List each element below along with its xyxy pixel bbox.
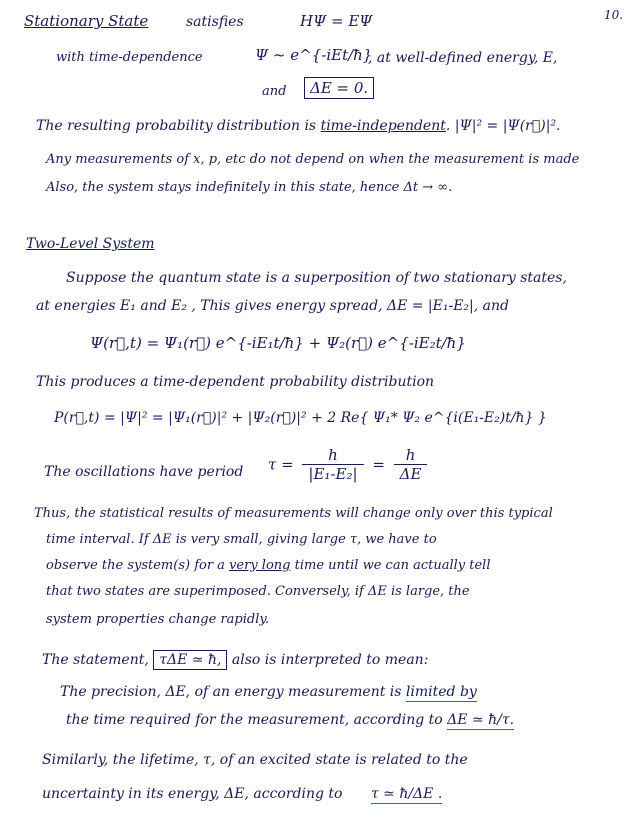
time-required-text: the time required for the measurement, according to bbox=[66, 712, 443, 728]
thus-line-3-a: observe the system(s) for a bbox=[46, 558, 225, 573]
prob-text-a: The resulting probability distribution is bbox=[36, 118, 317, 134]
precision-text: The precision, ΔE, of an energy measurement is bbox=[60, 684, 402, 700]
time-dependent-prob-text: This produces a time-dependent probability distribution bbox=[36, 374, 435, 390]
period-equation bbox=[268, 446, 431, 483]
uncertainty-text: uncertainty in its energy, ΔE, according to bbox=[42, 786, 343, 802]
thus-line-1: Thus, the statistical results of measurements will change only over this typical bbox=[34, 506, 553, 521]
fraction-2-denominator: ΔE bbox=[399, 465, 422, 483]
tau-delta-e-box: τΔE ≃ ħ, bbox=[153, 650, 227, 670]
oscillation-period-text: The oscillations have period bbox=[44, 464, 244, 480]
fraction-h-over-delta-e bbox=[394, 446, 428, 483]
satisfies-text: satisfies bbox=[186, 14, 244, 30]
similarly-line-2 bbox=[42, 786, 442, 802]
statement-line-3 bbox=[66, 712, 514, 728]
two-level-line-1: Suppose the quantum state is a superposition of two stationary states, bbox=[66, 270, 567, 286]
tau-symbol: τ = bbox=[268, 455, 294, 474]
schrodinger-equation: HΨ = EΨ bbox=[300, 12, 373, 30]
superposition-equation: Ψ(r⃗,t) = Ψ₁(r⃗) e^{-iE₁t/ħ} + Ψ₂(r⃗) e^{-iE₂t/ħ} bbox=[90, 334, 466, 352]
probability-line-1 bbox=[36, 118, 561, 134]
delta-e-relation: ΔE ≃ ħ/τ. bbox=[447, 712, 515, 728]
two-level-line-2: at energies E₁ and E₂ , This gives energy spread, ΔE = |E₁-E₂|, and bbox=[36, 298, 509, 314]
equals-sign: = bbox=[372, 455, 385, 474]
time-dependence-equation: Ψ ~ e^{-iEt/ħ} bbox=[255, 46, 373, 64]
statement-line-1 bbox=[42, 652, 428, 668]
similarly-line-1: Similarly, the lifetime, τ, of an excited state is related to the bbox=[42, 752, 468, 768]
thus-line-3-c: time until we can actually tell bbox=[294, 558, 491, 573]
delta-e-zero-box: ΔE = 0. bbox=[304, 77, 374, 99]
two-level-heading: Two-Level System bbox=[26, 236, 155, 252]
statement-line-2 bbox=[60, 684, 477, 700]
thus-line-4: that two states are superimposed. Conversely, if ΔE is large, the bbox=[46, 584, 470, 599]
fraction-h-over-e-diff bbox=[302, 446, 363, 483]
energy-text: , at well-defined energy, E, bbox=[368, 50, 558, 66]
fraction-2-numerator: h bbox=[394, 446, 428, 465]
stationary-heading: Stationary State bbox=[24, 12, 149, 30]
statement-text-b: also is interpreted to mean: bbox=[231, 652, 429, 668]
and-text: and bbox=[262, 84, 287, 99]
lifetime-relation: τ ≃ ħ/ΔE . bbox=[370, 786, 443, 802]
probability-equation: P(r⃗,t) = |Ψ|² = |Ψ₁(r⃗)|² + |Ψ₂(r⃗)|² + 2 Re{ Ψ₁* Ψ₂ e^{i(E₁-E₂)t/ħ} } bbox=[54, 410, 547, 426]
fraction-1-denominator: |E₁-E₂| bbox=[308, 465, 358, 483]
probability-line-2: Any measurements of x, p, etc do not depend on when the measurement is made bbox=[46, 152, 580, 167]
prob-equation: . |Ψ|² = |Ψ(r⃗)|². bbox=[445, 118, 561, 134]
time-independent-text: time-independent bbox=[320, 118, 446, 134]
page-number: 10. bbox=[604, 8, 624, 22]
probability-line-3: Also, the system stays indefinitely in this state, hence Δt → ∞. bbox=[46, 180, 453, 195]
thus-line-3 bbox=[46, 558, 491, 573]
time-dependence-label: with time-dependence bbox=[56, 50, 203, 65]
fraction-1-numerator: h bbox=[302, 446, 363, 465]
statement-text-a: The statement, bbox=[42, 652, 149, 668]
very-long-text: very long bbox=[229, 558, 291, 573]
limited-by-text: limited by bbox=[405, 684, 477, 700]
thus-line-2: time interval. If ΔE is very small, giving large τ, we have to bbox=[46, 532, 437, 547]
thus-line-5: system properties change rapidly. bbox=[46, 612, 270, 627]
